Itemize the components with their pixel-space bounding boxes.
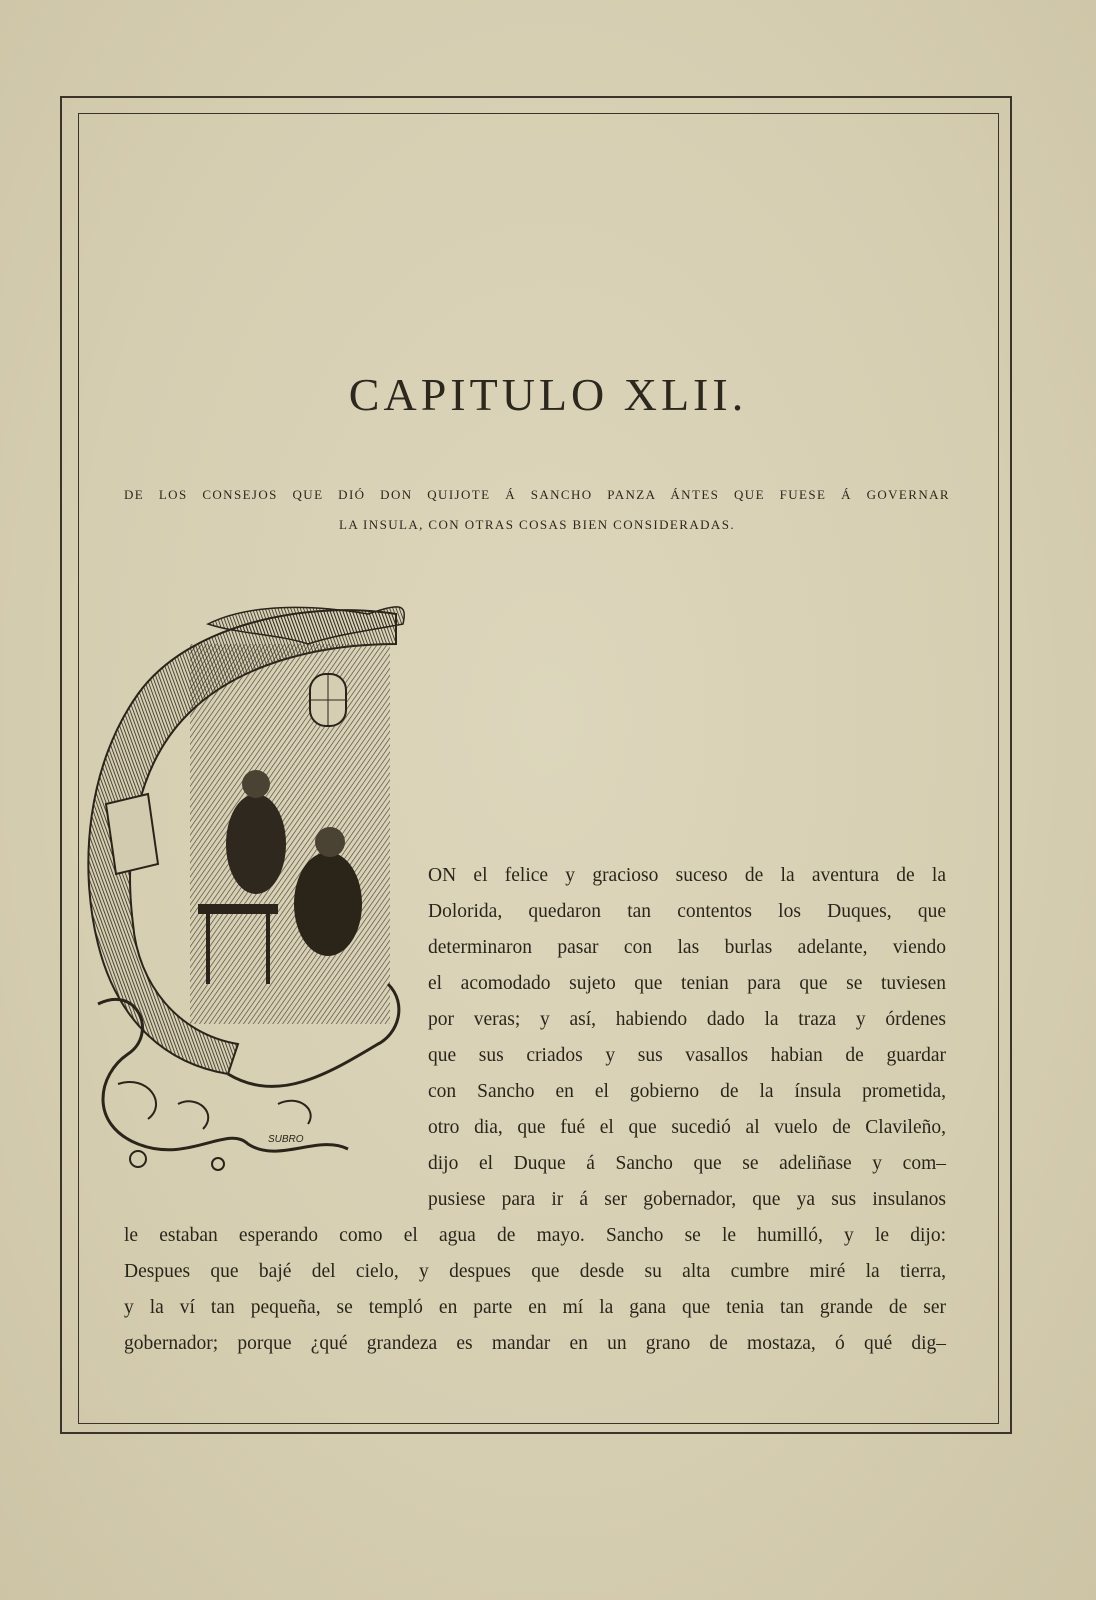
body-paragraph-wide: [124, 1218, 946, 1362]
text-line: y la ví tan pequeña, se templó en parte en mí la gana que tenia tan grande de ser: [124, 1297, 946, 1318]
text-line: gobernador; porque ¿qué grandeza es mandar en un grano de mostaza, ó qué dig–: [124, 1333, 946, 1354]
text-line: pusiese para ir á ser gobernador, que ya sus insulanos: [428, 1189, 946, 1210]
book-ornament: [106, 794, 158, 874]
decorated-initial-illustration: [78, 604, 414, 1202]
engraver-signature: SUBRO: [268, 1134, 304, 1145]
summary-line-1: DE LOS CONSEJOS QUE DIÓ DON QUIJOTE Á SANCHO PANZA ÁNTES QUE FUESE Á GOVERNAR: [124, 487, 950, 502]
chapter-title: CAPITULO XLII.: [348, 368, 748, 420]
text-line: Despues que bajé del cielo, y despues que desde su alta cumbre miré la tierra,: [124, 1261, 946, 1282]
summary-line-2: LA INSULA, CON OTRAS COSAS BIEN CONSIDERADAS.: [339, 517, 735, 532]
figure-don-quijote: [226, 794, 286, 894]
scene-room: [190, 644, 390, 1024]
text-line: Dolorida, quedaron tan contentos los Duques, que: [428, 901, 946, 922]
figure-sancho: [294, 852, 362, 956]
text-line: dijo el Duque á Sancho que se adeliñase y com–: [428, 1153, 946, 1174]
text-line: por veras; y así, habiendo dado la traza y órdenes: [428, 1009, 946, 1030]
chapter-summary: [124, 480, 950, 540]
text-line: determinaron pasar con las burlas adelante, viendo: [428, 937, 946, 958]
text-line: con Sancho en el gobierno de la ínsula prometida,: [428, 1081, 946, 1102]
text-line: que sus criados y sus vasallos habian de guardar: [428, 1045, 946, 1066]
text-line: ON el felice y gracioso suceso de la aventura de la: [428, 865, 946, 886]
text-line: el acomodado sujeto que tenian para que se tuviesen: [428, 973, 946, 994]
body-paragraph-narrow: [428, 858, 946, 1218]
text-line: otro dia, que fué el que sucedió al vuelo de Clavileño,: [428, 1117, 946, 1138]
text-line: le estaban esperando como el agua de mayo. Sancho se le humilló, y le dijo:: [124, 1225, 946, 1246]
